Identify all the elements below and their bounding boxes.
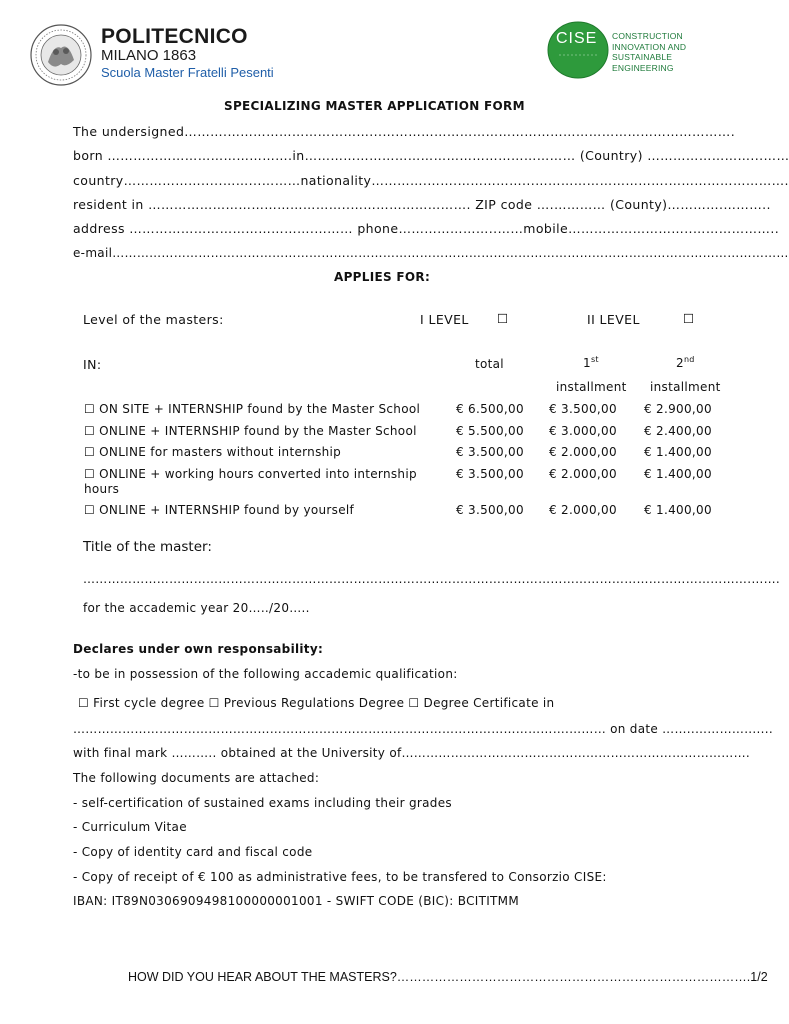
cise-side-text	[612, 31, 686, 73]
in-label: IN:	[83, 357, 102, 372]
form-title: SPECIALIZING MASTER APPLICATION FORM	[224, 99, 525, 113]
applies-for-heading: APPLIES FOR:	[334, 270, 431, 284]
cise-side-line: INNOVATION AND	[612, 41, 687, 52]
fee-row-label[interactable]: ☐ ONLINE + INTERNSHIP found by the Master School	[84, 424, 417, 438]
polimi-name: POLITECNICO	[101, 25, 248, 48]
col-second	[676, 355, 695, 370]
attached-doc: - Curriculum Vitae	[73, 820, 187, 834]
polimi-school: Scuola Master Fratelli Pesenti	[101, 65, 274, 80]
col-second-num: 2	[676, 356, 684, 370]
attached-heading: The following documents are attached:	[73, 771, 320, 785]
fee-row-label[interactable]: ☐ ONLINE for masters without internship	[84, 445, 342, 459]
cise-side-line: ENGINEERING	[612, 62, 674, 73]
field-resident[interactable]: resident in ………………………………………..………………………. ZIP code ….………… (County)………….………..	[73, 197, 771, 212]
attached-doc: - Copy of identity card and fiscal code	[73, 845, 313, 859]
attached-doc: - self-certification of sustained exams including their grades	[73, 796, 452, 810]
col-total: total	[475, 357, 504, 371]
level2-label: II LEVEL	[587, 312, 640, 327]
col-first	[583, 355, 599, 370]
field-address[interactable]: address …………………………………….……… phone…………………..……mobile………………………..………………..	[73, 221, 780, 236]
academic-year-field[interactable]: for the accademic year 20…../20…..	[83, 601, 310, 615]
cise-side-line: CONSTRUCTION	[612, 31, 683, 41]
polimi-city-year: MILANO 1863	[101, 47, 197, 64]
fee-row-total: € 3.500,00	[456, 467, 524, 481]
fee-row-first: € 2.000,00	[549, 503, 617, 517]
fee-row-second: € 1.400,00	[644, 503, 712, 517]
degree-date-field[interactable]: ………………………………………………………………………………………………………….……… on date ……..………….......	[73, 722, 773, 736]
fee-row-label-cont: hours	[84, 482, 120, 496]
field-email[interactable]: e-mail…………………………………………………………………………………………………………………………………………………	[73, 246, 789, 260]
fee-row-total: € 5.500,00	[456, 424, 524, 438]
level1-checkbox[interactable]: ☐	[497, 311, 509, 326]
polimi-seal-icon	[30, 24, 92, 86]
fee-row-total: € 3.500,00	[456, 503, 524, 517]
level1-label: I LEVEL	[420, 312, 469, 327]
fee-row-label[interactable]: ☐ ONLINE + INTERNSHIP found by yourself	[84, 503, 355, 517]
polimi-seal	[30, 24, 92, 86]
col-first-num: 1	[583, 356, 591, 370]
fee-row-second: € 1.400,00	[644, 445, 712, 459]
fee-row-first: € 3.500,00	[549, 402, 617, 416]
col-second-sup: nd	[683, 355, 695, 364]
degree-options[interactable]: ☐ First cycle degree ☐ Previous Regulations Degree ☐ Degree Certificate in	[78, 696, 555, 710]
fee-row-first: € 2.000,00	[549, 467, 617, 481]
declares-heading: Declares under own responsability:	[73, 642, 324, 656]
fee-row-first: € 2.000,00	[549, 445, 617, 459]
fee-row-second: € 1.400,00	[644, 467, 712, 481]
fee-row-second: € 2.400,00	[644, 424, 712, 438]
master-title-label: Title of the master:	[83, 539, 212, 555]
fee-row-label[interactable]: ☐ ON SITE + INTERNSHIP found by the Master School	[84, 402, 421, 416]
col-first-installment: installment	[556, 380, 627, 394]
fee-row-second: € 2.900,00	[644, 402, 712, 416]
col-second-installment: installment	[650, 380, 721, 394]
fee-row-label[interactable]: ☐ ONLINE + working hours converted into internship	[84, 467, 417, 481]
master-title-field[interactable]: ……………………………………………………………………………………………………………………………………………….…….	[83, 572, 781, 586]
field-born[interactable]: born …………………………………….in……………………………………………………… (Country) ……………………...……	[73, 148, 789, 163]
cise-badge-text: CISE	[556, 30, 598, 47]
attached-doc: - Copy of receipt of € 100 as administrative fees, to be transfered to Consorzio CISE:	[73, 870, 607, 884]
iban-line: IBAN: IT89N0306909498100000001001 - SWIFT CODE (BIC): BCITITMM	[73, 894, 519, 908]
col-first-sup: st	[590, 355, 599, 364]
final-mark-field[interactable]: with final mark ……….. obtained at the University of………………………………………………………………………….	[73, 746, 751, 760]
level2-checkbox[interactable]: ☐	[683, 311, 695, 326]
fee-row-total: € 6.500,00	[456, 402, 524, 416]
field-undersigned[interactable]: The undersigned……….……………………………...……………………………………………………………………….	[73, 124, 736, 139]
declares-intro: -to be in possession of the following accademic qualification:	[73, 667, 458, 681]
field-country[interactable]: country……………….....……...………nationality………….…….……………...………………………….……………………….	[73, 173, 789, 188]
cise-side-line: SUSTAINABLE	[612, 52, 673, 62]
fee-row-total: € 3.500,00	[456, 445, 524, 459]
how-did-you-hear-field[interactable]: HOW DID YOU HEAR ABOUT THE MASTERS?………………………………………………………………………….1/2	[128, 970, 768, 984]
fee-row-first: € 3.000,00	[549, 424, 617, 438]
level-label: Level of the masters:	[83, 312, 224, 327]
